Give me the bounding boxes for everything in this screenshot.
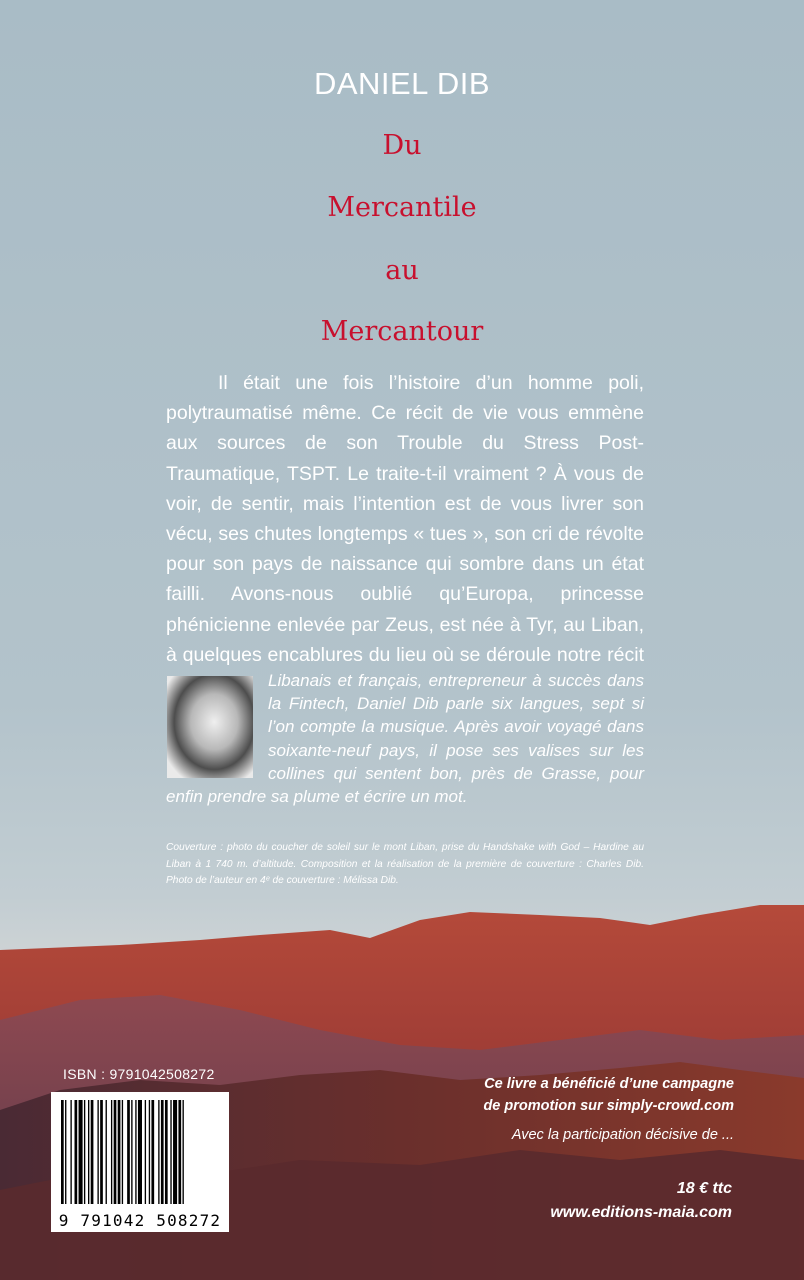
barcode	[51, 1092, 229, 1232]
barcode-bar	[135, 1100, 136, 1204]
barcode-bar	[151, 1100, 154, 1204]
barcode-bar	[91, 1100, 94, 1204]
publisher-website: www.editions-maia.com	[550, 1204, 732, 1221]
barcode-bar	[131, 1100, 132, 1204]
barcode-bar	[111, 1100, 112, 1204]
barcode-digits: 9 791042 508272	[58, 1211, 222, 1230]
barcode-bar	[138, 1100, 142, 1204]
barcode-bar	[75, 1100, 78, 1204]
barcode-bar	[100, 1100, 103, 1204]
barcode-bar	[161, 1100, 164, 1204]
barcode-bar	[88, 1100, 89, 1204]
isbn-label: ISBN : 9791042508272	[63, 1066, 215, 1082]
promo-text	[483, 1073, 734, 1117]
book-title-line-4: Mercantour	[320, 316, 484, 347]
price: 18 € ttc	[676, 1180, 732, 1197]
book-blurb: Il était une fois l’histoire d’un homme poli, polytraumatisé même. Ce récit de vie vous emmène aux sources de son Trouble du Stress Post-Traumatique, TSPT. Le traite-t-il vraiment ? À vous de voir, de sentir, mais l’intention est de vous livrer son vécu, ses chutes longtemps « tues », son cri de révolte pour son pays de naissance qui sombre dans un état failli. Avons-nous oublié qu’Europa, princesse phénicienne enlevée par Zeus, est née à Tyr, au Liban, à quelques encablures du lieu où se déroule notre récit	[166, 372, 644, 666]
barcode-bar	[170, 1100, 171, 1204]
barcode-bar	[145, 1100, 146, 1204]
barcode-bar	[70, 1100, 71, 1204]
book-title-line-2: Mercantile	[327, 192, 477, 223]
barcode-bar	[178, 1100, 181, 1204]
barcode-bar	[158, 1100, 159, 1204]
barcode-bar	[84, 1100, 85, 1204]
author-bio-text: Libanais et français, entrepreneur à succès dans la Fintech, Daniel Dib parle six langues, sept si l’on compte la musique. Après avoir voyagé dans soixante-neuf pays, il pose ses valises sur les collines qui sentent bon, près de Grasse, pour enfin prendre sa plume et écrire un mot.	[166, 671, 644, 807]
barcode-bar	[122, 1100, 123, 1204]
participation-text: Avec la participation décisive de ...	[511, 1127, 734, 1143]
author-bio	[166, 669, 644, 808]
barcode-bar	[183, 1100, 184, 1204]
author-name: DANIEL DIB	[313, 66, 491, 101]
barcode-bar	[173, 1100, 177, 1204]
cover-credits: Couverture : photo du coucher de soleil sur le mont Liban, prise du Handshake with God – Hardine au Liban à 1 740 m. d’altitude. Composition et la réalisation de la première de couverture : Charles Dib. Photo de l’auteur en 4ᵉ de couverture : Mélissa Dib.	[166, 842, 644, 886]
barcode-bar	[106, 1100, 107, 1204]
barcode-bar	[118, 1100, 121, 1204]
book-title-line-1: Du	[382, 130, 422, 161]
barcode-bar	[61, 1100, 64, 1204]
barcode-bar	[65, 1100, 66, 1204]
promo-line-2: de promotion sur simply-crowd.com	[483, 1098, 734, 1114]
barcode-bars	[59, 1100, 221, 1204]
barcode-bar	[127, 1100, 130, 1204]
barcode-bar	[165, 1100, 168, 1204]
barcode-bar	[149, 1100, 150, 1204]
barcode-bar	[79, 1100, 83, 1204]
book-title-line-3: au	[385, 255, 419, 286]
barcode-bar	[114, 1100, 117, 1204]
barcode-bar	[97, 1100, 98, 1204]
promo-line-1: Ce livre a bénéficié d’une campagne	[484, 1076, 734, 1092]
